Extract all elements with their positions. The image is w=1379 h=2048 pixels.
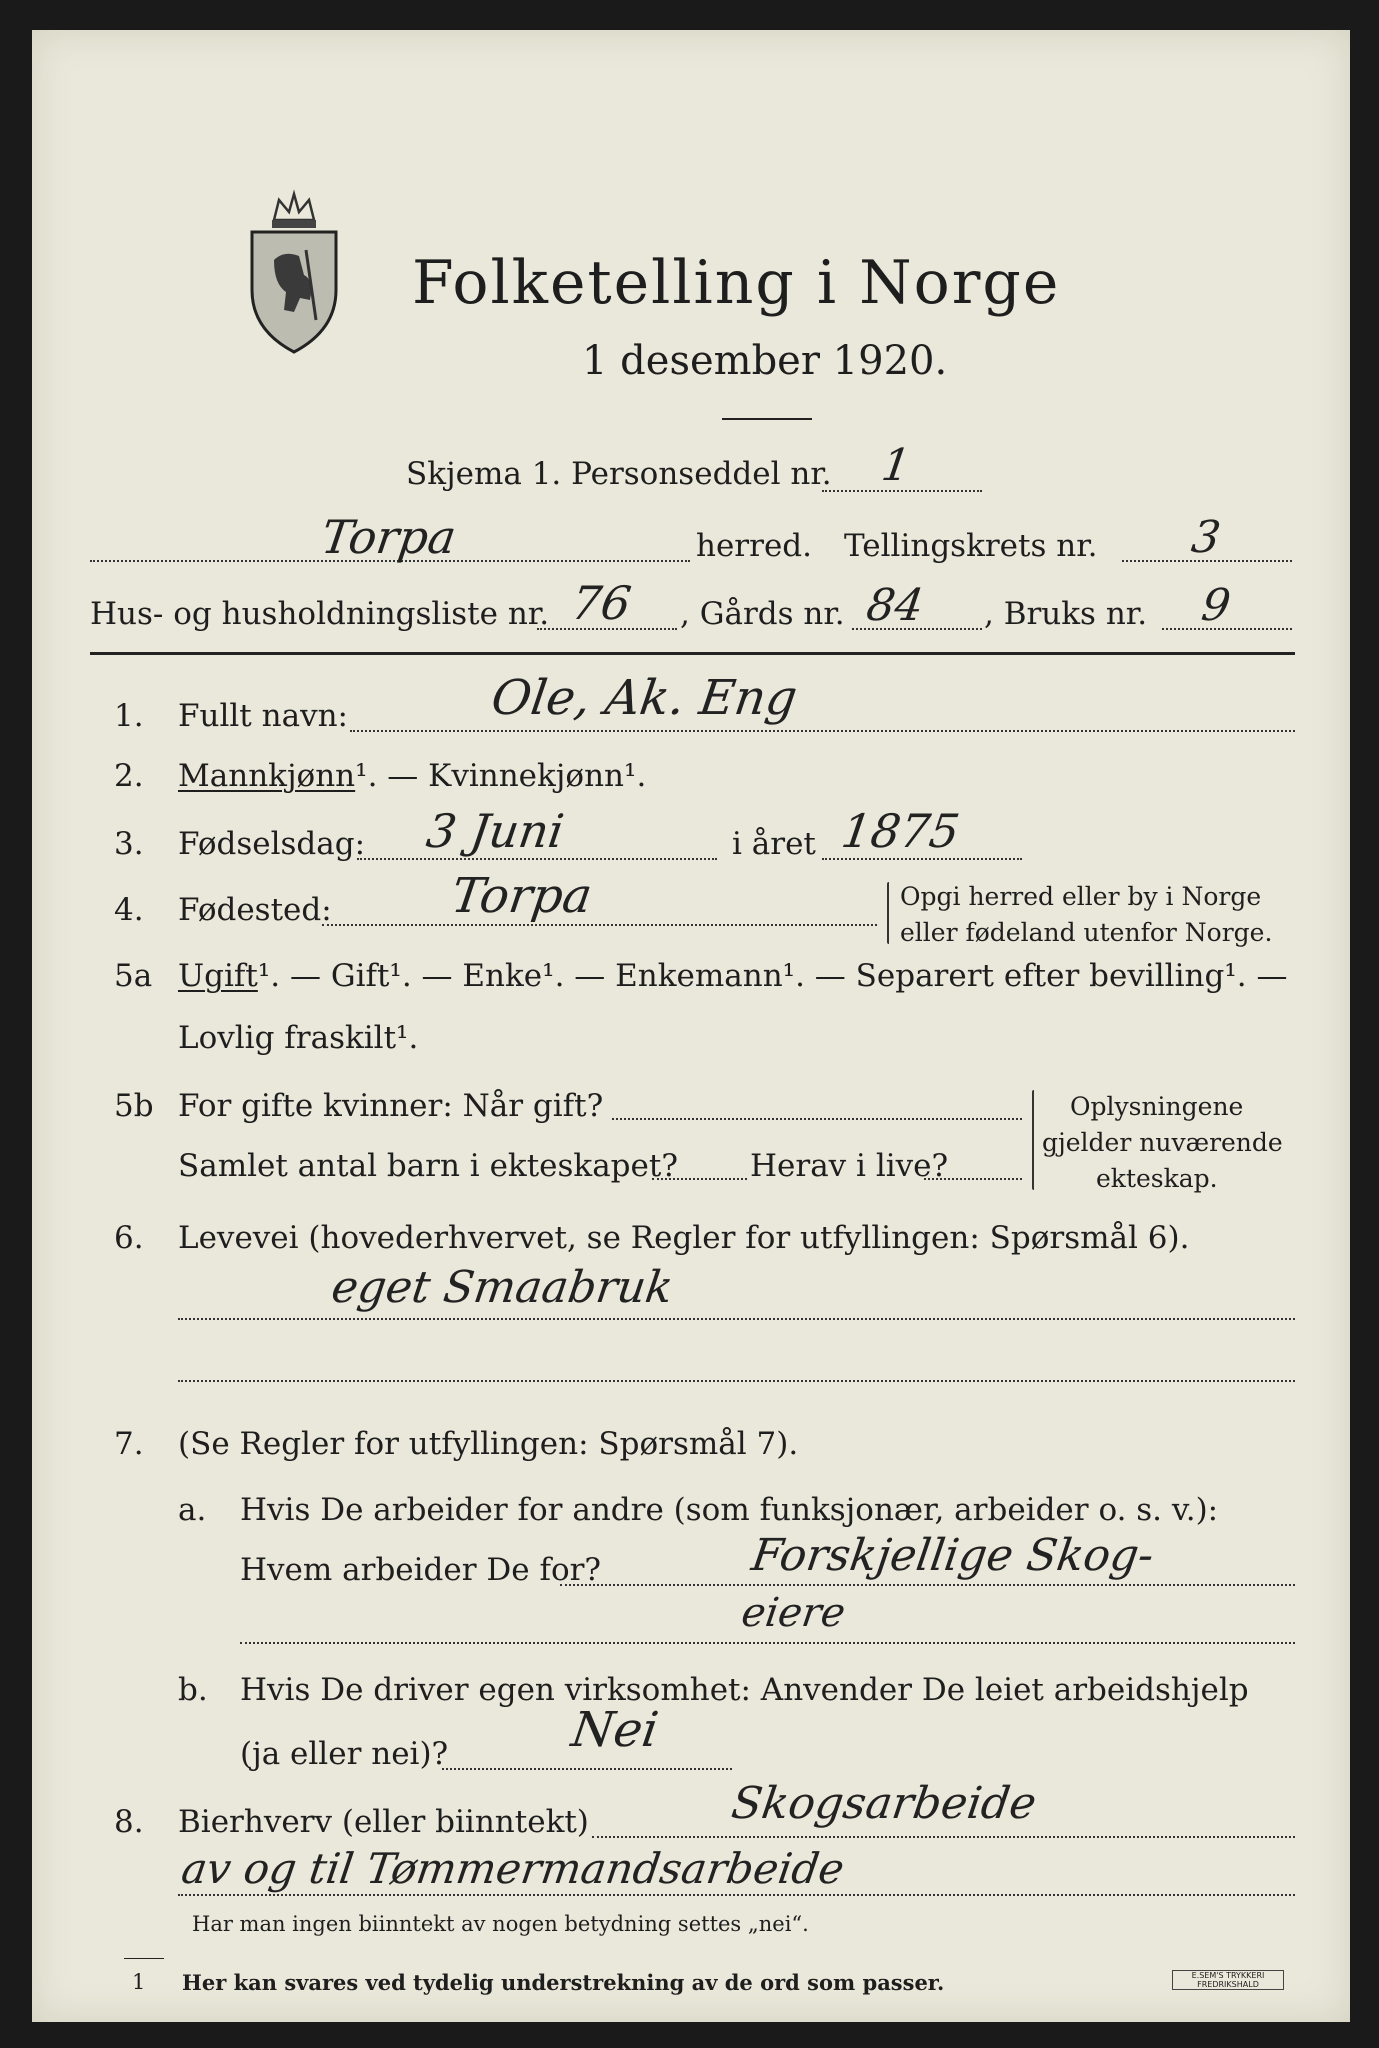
q6-line1 bbox=[178, 1318, 1295, 1320]
q3-label: Fødselsdag: bbox=[178, 826, 366, 862]
q5b-line1 bbox=[612, 1118, 1022, 1120]
husholdningsliste-value: 76 bbox=[568, 576, 635, 630]
q7a-line2 bbox=[240, 1642, 1295, 1644]
male-option: Mannkjønn bbox=[178, 758, 356, 794]
q7-number: 7. bbox=[114, 1426, 144, 1462]
q5b-line3 bbox=[924, 1178, 1022, 1180]
gards-value: 84 bbox=[863, 580, 927, 631]
q3-number: 3. bbox=[114, 826, 144, 862]
title-divider bbox=[722, 418, 812, 420]
q5b-label2: Samlet antal barn i ekteskapet? bbox=[178, 1148, 678, 1184]
printer-stamp: E.SEM'S TRYKKERI FREDRIKSHALD bbox=[1172, 1970, 1284, 1990]
q1-line bbox=[350, 730, 1295, 732]
q4-note-line2: eller fødeland utenfor Norge. bbox=[900, 918, 1273, 947]
q7b-letter: b. bbox=[178, 1672, 208, 1708]
q7a-line1 bbox=[560, 1584, 1295, 1586]
census-date: 1 desember 1920. bbox=[582, 338, 948, 384]
birth-date-value: 3 Juni bbox=[423, 804, 568, 858]
personseddel-value: 1 bbox=[878, 440, 914, 491]
birthplace-value: Torpa bbox=[448, 868, 596, 924]
q8-number: 8. bbox=[114, 1804, 144, 1840]
gards-label: , Gårds nr. bbox=[680, 596, 845, 632]
lovlig-fraskilt: Lovlig fraskilt¹. bbox=[178, 1020, 419, 1056]
q8-line1 bbox=[592, 1836, 1295, 1838]
secondary-income-value2: av og til Tømmermandsarbeide bbox=[178, 1844, 848, 1893]
coat-of-arms-icon bbox=[244, 180, 344, 360]
secondary-income-value1: Skogsarbeide bbox=[728, 1778, 1040, 1829]
q1-number: 1. bbox=[114, 698, 144, 734]
q2-number: 2. bbox=[114, 758, 144, 794]
bruks-line bbox=[1162, 628, 1292, 630]
female-option: Kvinnekjønn¹. bbox=[428, 758, 647, 794]
footnote-divider bbox=[124, 1958, 164, 1959]
q7a-letter: a. bbox=[178, 1492, 207, 1528]
q3-line bbox=[357, 858, 717, 860]
q8-note: Har man ingen biinntekt av nogen betydning settes „nei“. bbox=[192, 1912, 809, 1936]
herred-label: herred. bbox=[696, 528, 812, 564]
year-line bbox=[822, 858, 1022, 860]
tellingskrets-label: Tellingskrets nr. bbox=[844, 528, 1098, 564]
schema-label: Skjema 1. Personseddel nr. bbox=[406, 456, 832, 492]
q7a-text: Hvis De arbeider for andre (som funksjonær, arbeider o. s. v.): bbox=[240, 1492, 1219, 1528]
q4-line bbox=[322, 924, 877, 926]
q6-label: Levevei (hovederhvervet, se Regler for utfyllingen: Spørsmål 6). bbox=[178, 1220, 1190, 1256]
birth-year-value: 1875 bbox=[838, 804, 963, 858]
occupation-value: eget Smaabruk bbox=[328, 1262, 677, 1313]
bruks-label: , Bruks nr. bbox=[984, 596, 1148, 632]
form-title: Folketelling i Norge bbox=[412, 248, 1061, 318]
q4-brace bbox=[887, 882, 889, 944]
ugift-option: Ugift bbox=[178, 958, 258, 994]
q1-label: Fullt navn: bbox=[178, 698, 348, 734]
q7b-text: Hvis De driver egen virksomhet: Anvender De leiet arbeidshjelp bbox=[240, 1672, 1249, 1708]
q2-separator: ¹. — bbox=[355, 758, 429, 794]
footnote-text: Her kan svares ved tydelig understrekning av de ord som passer. bbox=[182, 1970, 945, 1995]
q7a-question: Hvem arbeider De for? bbox=[240, 1552, 602, 1588]
q5b-label1: For gifte kvinner: Når gift? bbox=[178, 1088, 604, 1124]
q6-line2 bbox=[178, 1380, 1295, 1382]
q5b-number: 5b bbox=[114, 1088, 154, 1124]
q6-number: 6. bbox=[114, 1220, 144, 1256]
q4-note-line1: Opgi herred eller by i Norge bbox=[900, 882, 1262, 911]
hired-help-value: Nei bbox=[568, 1702, 662, 1758]
herred-value: Torpa bbox=[318, 510, 460, 564]
q5b-note-line1: Oplysningene bbox=[1070, 1092, 1244, 1121]
census-form bbox=[32, 30, 1350, 2022]
q5a-number: 5a bbox=[114, 958, 153, 994]
tellingskrets-value: 3 bbox=[1188, 512, 1224, 563]
q5b-line2 bbox=[652, 1178, 747, 1180]
q7-label: (Se Regler for utfyllingen: Spørsmål 7). bbox=[178, 1426, 799, 1462]
q5b-label3: Herav i live? bbox=[750, 1148, 949, 1184]
full-name-value: Ole, Ak. Eng bbox=[488, 670, 801, 726]
year-label: i året bbox=[732, 826, 816, 862]
q2-text bbox=[178, 758, 646, 794]
q5b-brace bbox=[1032, 1090, 1034, 1190]
q4-label: Fødested: bbox=[178, 892, 332, 928]
q4-number: 4. bbox=[114, 892, 144, 928]
employer-value-line1: Forskjellige Skog- bbox=[748, 1530, 1157, 1581]
q5b-note-line2: gjelder nuværende bbox=[1042, 1128, 1283, 1157]
q5a-text bbox=[178, 958, 1287, 994]
q5b-note-line3: ekteskap. bbox=[1096, 1164, 1218, 1193]
footnote-mark: 1 bbox=[132, 1970, 146, 1994]
q7b-line bbox=[442, 1768, 732, 1770]
q8-label: Bierhverv (eller biinntekt) bbox=[178, 1804, 589, 1840]
q8-line2 bbox=[178, 1894, 1295, 1896]
employer-value-line2: eiere bbox=[738, 1590, 849, 1636]
husholdningsliste-label: Hus- og husholdningsliste nr. bbox=[90, 596, 550, 632]
marital-options: ¹. — Gift¹. — Enke¹. — Enkemann¹. — Separert efter bevilling¹. — bbox=[257, 958, 1288, 994]
q7b-question: (ja eller nei)? bbox=[240, 1736, 449, 1772]
bruks-value: 9 bbox=[1198, 580, 1234, 631]
header-rule bbox=[90, 652, 1295, 655]
